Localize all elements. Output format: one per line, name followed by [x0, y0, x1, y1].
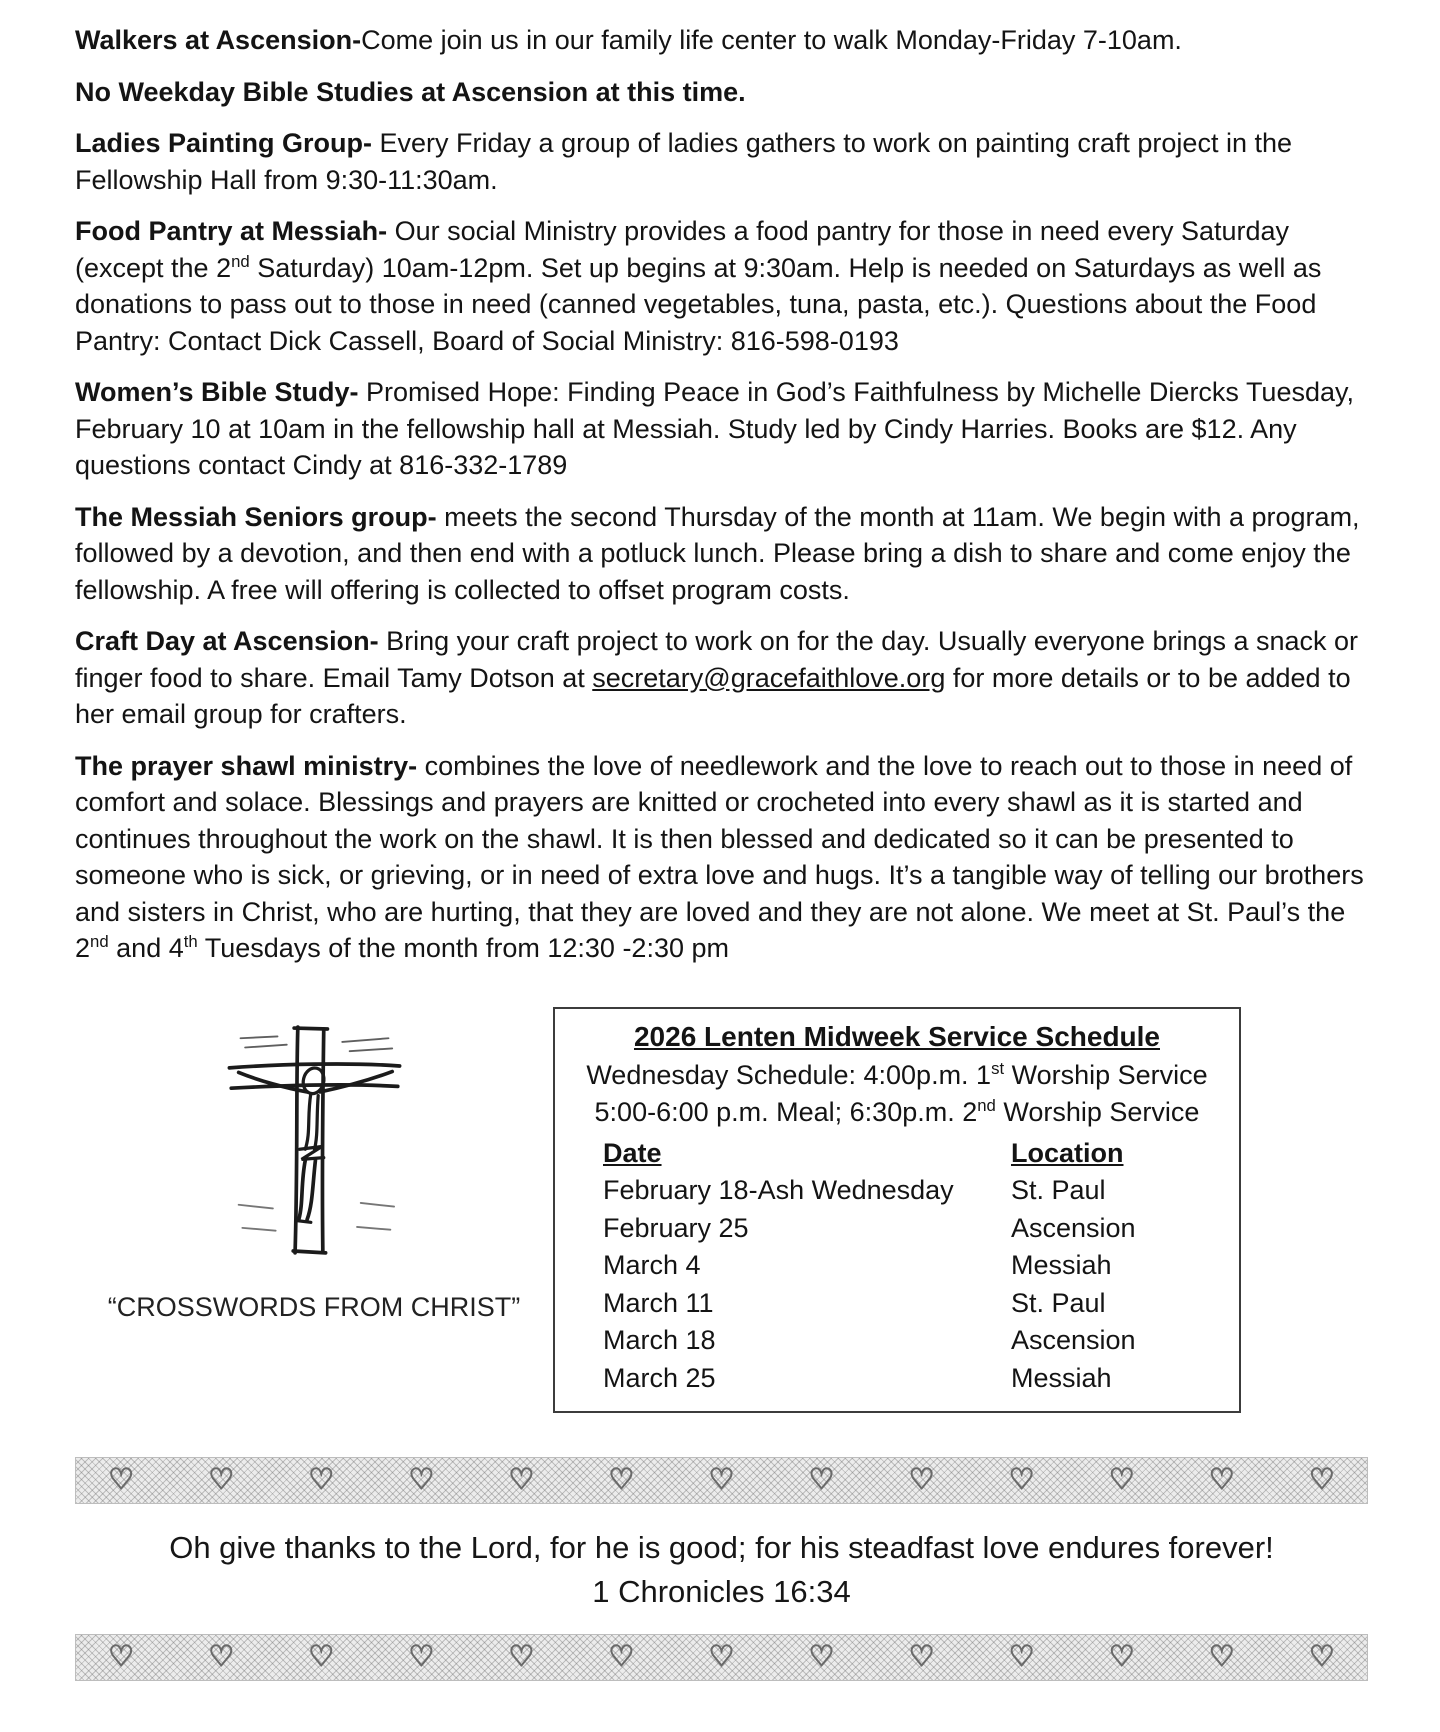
schedule-header-location: Location	[1011, 1137, 1124, 1168]
secretary-email-link[interactable]: secretary@gracefaithlove.org	[592, 662, 946, 693]
schedule-line2-text: 5:00-6:00 p.m. Meal; 6:30p.m. 2	[594, 1096, 978, 1127]
ladies-painting-heading: Ladies Painting Group-	[75, 128, 373, 158]
scripture-verse	[75, 1526, 1368, 1614]
walkers-heading: Walkers at Ascension-	[75, 25, 362, 55]
prayer-shawl-body-3: Tuesdays of the month from 12:30 -2:30 pm	[197, 933, 729, 963]
prayer-shawl-sup-4th: th	[183, 932, 198, 951]
schedule-line1-tail: Worship Service	[1004, 1059, 1208, 1090]
crosswords-column	[75, 1007, 553, 1323]
paragraph-womens-bible-study	[75, 374, 1368, 484]
hearts-row-icons: ♡ ♡ ♡ ♡ ♡ ♡ ♡ ♡ ♡ ♡ ♡ ♡ ♡	[108, 1464, 1335, 1496]
schedule-line2-tail: Worship Service	[995, 1096, 1200, 1127]
schedule-row-location: Messiah	[1011, 1250, 1112, 1280]
paragraph-messiah-seniors	[75, 499, 1368, 609]
crosswords-caption: “CROSSWORDS FROM CHRIST”	[107, 1291, 521, 1322]
schedule-row-date: March 18	[603, 1325, 716, 1355]
lenten-schedule-title: 2026 Lenten Midweek Service Schedule	[633, 1020, 1160, 1052]
schedule-row-date: February 25	[603, 1212, 749, 1243]
craft-day-heading: Craft Day at Ascension-	[75, 626, 379, 656]
messiah-seniors-body: meets the second Thursday of the month at 11am. We begin with a program, followed by a devotion, and then end with a potluck lunch. Please bring a dish to share and come enjoy the fellowship. A free will offering is collected to offset program costs.	[75, 501, 1360, 605]
food-pantry-heading: Food Pantry at Messiah-	[75, 216, 388, 246]
food-pantry-body-2: Saturday) 10am-12pm. Set up begins at 9:30am. Help is needed on Saturdays as well as donations to pass out to those in need (canned vegetables, tuna, pasta, etc.). Questions about the Food Pantry: Contact Dick Cassell, Board of Social Ministry: 816-598-0193	[75, 252, 1322, 356]
schedule-row-location: Messiah	[1011, 1362, 1112, 1393]
paragraph-walkers	[75, 22, 1368, 59]
paragraph-food-pantry	[75, 213, 1368, 359]
prayer-shawl-body-2: and 4	[108, 933, 184, 963]
no-bible-studies-heading: No Weekday Bible Studies at Ascension at this time.	[75, 76, 746, 107]
craft-day-body-2: for more details or to be added to her email group for crafters.	[75, 662, 1351, 729]
prayer-shawl-sup-2nd: nd	[90, 932, 109, 951]
scripture-verse-reference: 1 Chronicles 16:34	[592, 1574, 851, 1609]
walkers-body: Come join us in our family life center to walk Monday-Friday 7-10am.	[361, 25, 1182, 55]
hearts-row-icons: ♡ ♡ ♡ ♡ ♡ ♡ ♡ ♡ ♡ ♡ ♡ ♡ ♡	[108, 1641, 1335, 1673]
craft-day-body-1: Bring your craft project to work on for the day. Usually everyone brings a snack or finger food to share. Email Tamy Dotson at	[75, 626, 1359, 693]
lenten-schedule-line-1	[571, 1057, 1223, 1094]
schedule-row-location: St. Paul	[1011, 1287, 1106, 1318]
schedule-table	[571, 1135, 1223, 1398]
schedule-line1-sup: st	[991, 1058, 1005, 1078]
crucifixion-sketch	[222, 1019, 407, 1266]
prayer-shawl-heading: The prayer shawl ministry-	[75, 750, 418, 781]
womens-bible-study-heading: Women’s Bible Study-	[75, 377, 359, 407]
schedule-row-location: St. Paul	[1011, 1175, 1106, 1205]
food-pantry-body-1: Our social Ministry provides a food pantry for those in need every Saturday (except the 2	[75, 216, 1290, 283]
schedule-row-date: March 11	[603, 1287, 714, 1318]
prayer-shawl-body-1: combines the love of needlework and the love to reach out to those in need of comfort and solace. Blessings and prayers are knitted or crocheted into every shawl as it is started and continues throughout the work on the shawl. It is then blessed and dedicated so it can be presented to someone who is sick, or grieving, or in need of extra love and hugs. It’s a tangible way of telling our brothers and sisters in Christ, who are hurting, that they are loved and they are not alone. We meet at St. Paul’s the 2	[75, 750, 1364, 963]
schedule-row-location: Ascension	[1011, 1325, 1136, 1355]
ladies-painting-body: Every Friday a group of ladies gathers to work on painting craft project in the Fellowship Hall from 9:30-11:30am.	[75, 128, 1292, 195]
food-pantry-sup-ordinal: nd	[231, 251, 250, 271]
hearts-border-bottom	[75, 1634, 1368, 1681]
messiah-seniors-heading: The Messiah Seniors group-	[75, 501, 437, 532]
scripture-verse-line-1: Oh give thanks to the Lord, for he is good; for his steadfast love endures forever!	[169, 1530, 1274, 1565]
hearts-border-top	[75, 1457, 1368, 1504]
schedule-line2-sup: nd	[977, 1095, 996, 1115]
lower-two-column-section	[75, 1007, 1368, 1414]
paragraph-no-bible-studies	[75, 74, 1368, 111]
schedule-row-date: February 18-Ash Wednesday	[603, 1175, 954, 1205]
paragraph-ladies-painting	[75, 125, 1368, 198]
paragraph-craft-day	[75, 623, 1368, 733]
schedule-header-date: Date	[603, 1137, 662, 1168]
womens-bible-study-body: Promised Hope: Finding Peace in God’s Faithfulness by Michelle Diercks Tuesday, February 10 at 10am in the fellowship hall at Messiah. Study led by Cindy Harries. Books are $12. Any questions contact Cindy at 816-332-1789	[75, 377, 1354, 480]
schedule-row-date: March 4	[603, 1250, 701, 1280]
schedule-row-date: March 25	[603, 1362, 716, 1393]
paragraph-prayer-shawl	[75, 748, 1368, 967]
schedule-row-location: Ascension	[1011, 1212, 1136, 1243]
lenten-schedule-box	[553, 1007, 1241, 1414]
lenten-schedule-line-2	[571, 1094, 1223, 1131]
schedule-line1-text: Wednesday Schedule: 4:00p.m. 1	[586, 1059, 992, 1090]
